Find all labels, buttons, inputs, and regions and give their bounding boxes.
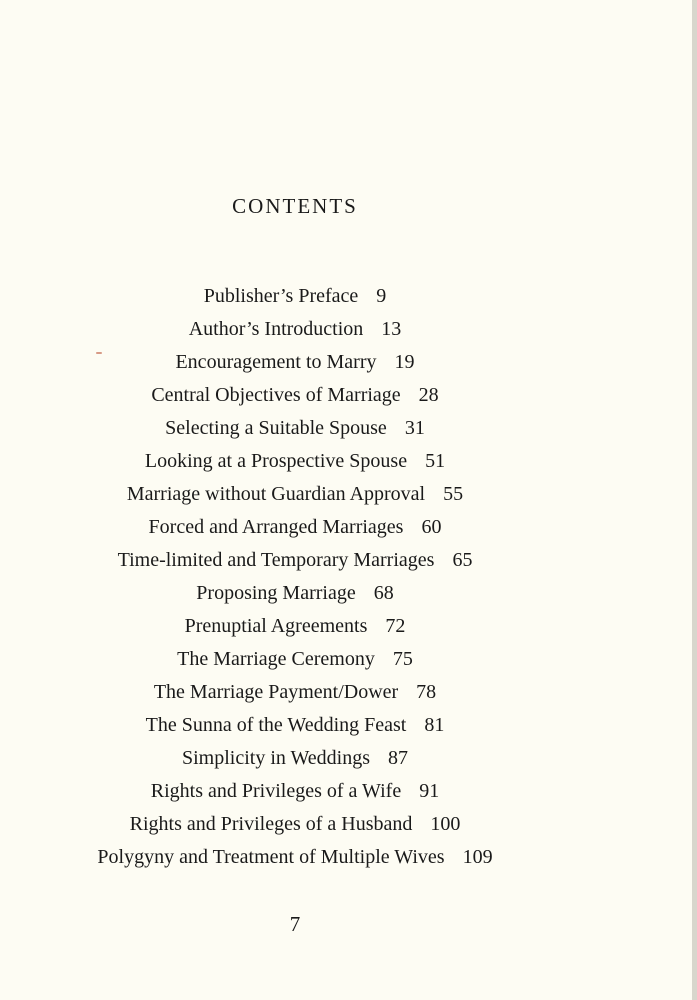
toc-entry-title: Central Objectives of Marriage [151,384,401,406]
toc-entry [0,577,590,610]
toc-entry-page: 87 [388,747,409,769]
toc-entry [0,313,590,346]
toc-entry [0,379,590,412]
toc-entry-title: Prenuptial Agreements [184,615,368,637]
contents-heading: CONTENTS [232,194,358,219]
toc-entry-title: Rights and Privileges of a Husband [129,813,413,835]
toc-entry-title: Proposing Marriage [196,582,356,604]
toc-entry-page: 100 [430,813,461,835]
toc-entry-title: Rights and Privileges of a Wife [150,780,402,802]
page-number: 7 [289,912,301,936]
toc-entry [0,709,590,742]
toc-entry-title: Publisher’s Preface [203,285,359,307]
toc-entry-title: Author’s Introduction [188,318,364,340]
toc-entry-page: 65 [452,549,473,571]
toc-entry [0,643,590,676]
toc-entry-page: 78 [416,681,437,703]
toc-entry-page: 68 [373,582,394,604]
toc-entry-title: The Marriage Ceremony [177,648,375,670]
toc-entry [0,511,590,544]
toc-entry-page: 19 [394,351,415,373]
toc-entry-page: 55 [443,483,464,505]
toc-entry-title: Looking at a Prospective Spouse [144,450,408,472]
toc-entry [0,808,590,841]
toc-entry [0,445,590,478]
toc-entry [0,544,590,577]
toc-entry-title: The Sunna of the Wedding Feast [145,714,407,736]
toc-entry-page: 31 [404,417,425,439]
toc-entry-page: 60 [421,516,442,538]
toc-entry-page: 75 [392,648,413,670]
toc-entry-title: Encouragement to Marry [175,351,377,373]
toc-entry [0,742,590,775]
toc-entry [0,478,590,511]
toc-entry-page: 13 [381,318,402,340]
toc-entry-page: 28 [418,384,439,406]
toc-entry [0,676,590,709]
toc-entry-page: 81 [424,714,445,736]
toc-entry [0,610,590,643]
toc-entry-title: Forced and Arranged Marriages [148,516,404,538]
toc-entry-title: Selecting a Suitable Spouse [165,417,387,439]
toc-entry-title: The Marriage Payment/Dower [153,681,399,703]
toc-entry-page: 91 [419,780,440,802]
toc-entry-title: Marriage without Guardian Approval [126,483,426,505]
toc-entry [0,775,590,808]
toc-entry-page: 51 [425,450,446,472]
table-of-contents [0,280,590,874]
toc-entry-title: Polygyny and Treatment of Multiple Wives [97,846,445,868]
toc-entry-page: 72 [385,615,406,637]
toc-entry-page: 109 [462,846,493,868]
toc-entry [0,346,590,379]
toc-entry [0,280,590,313]
toc-entry-page: 9 [376,285,387,307]
toc-entry [0,841,590,874]
toc-entry-title: Simplicity in Weddings [181,747,371,769]
toc-entry-title: Time-limited and Temporary Marriages [117,549,435,571]
toc-entry [0,412,590,445]
